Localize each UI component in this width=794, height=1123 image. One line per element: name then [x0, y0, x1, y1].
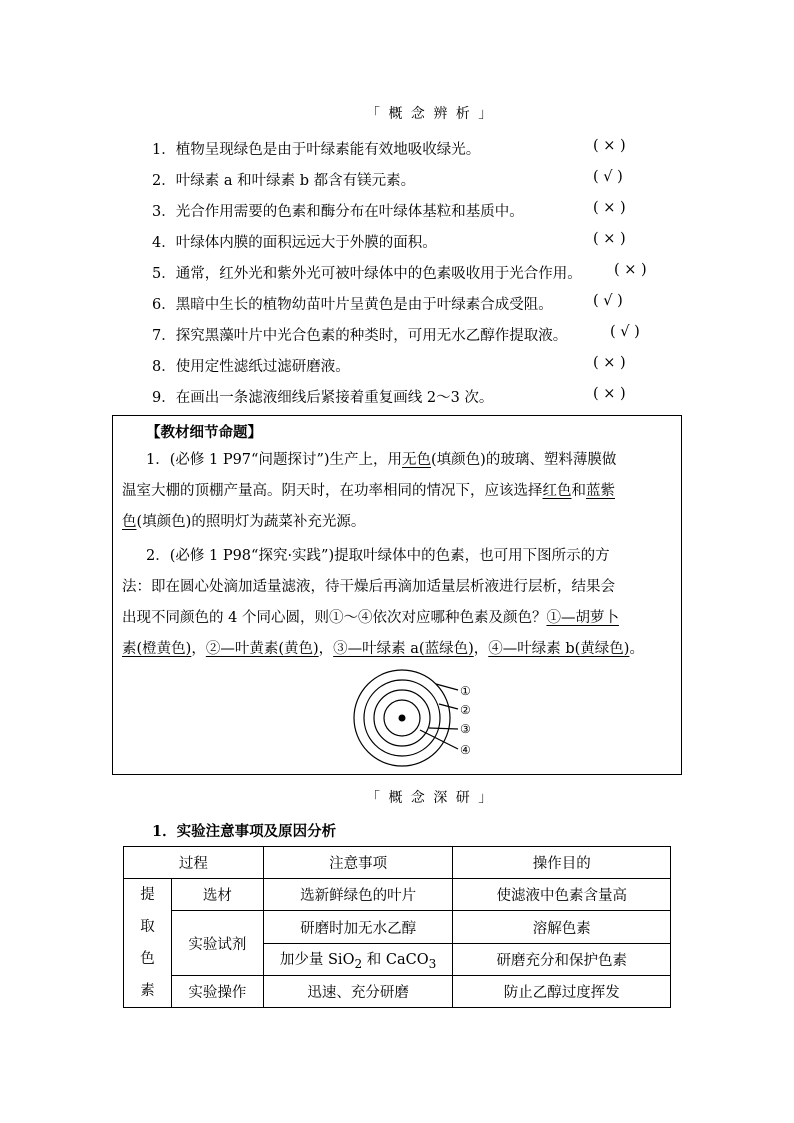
label-4: ④	[460, 743, 471, 757]
judgment-mark: ( × )	[614, 262, 647, 278]
section-heading-concept-study: 「 概 念 深 研 」	[366, 790, 495, 806]
judgment-mark: ( × )	[593, 200, 626, 216]
judgment-text: 在画出一条滤液细线后紧接着重复画线 2～3 次。	[175, 390, 494, 406]
cell-note: 选新鲜绿色的叶片	[263, 879, 453, 911]
judgment-number: 6．	[152, 297, 176, 313]
judgment-number: 4．	[152, 235, 176, 251]
q2-text: 出现不同颜色的 4 个同心圆，则①～④依次对应哪种色素及颜色？	[122, 610, 547, 626]
judgment-mark: ( √ )	[593, 293, 623, 309]
question-2	[122, 541, 674, 665]
cell-note: 迅速、充分研磨	[263, 976, 453, 1008]
q1-text: (填颜色)的照明灯为蔬菜补充光源。	[136, 514, 366, 530]
subheading-experiment-notes: 1．实验注意事项及原因分析	[152, 823, 337, 840]
judgment-number: 1．	[152, 142, 176, 158]
cell-step: 选材	[171, 879, 263, 911]
judgment-item	[152, 262, 582, 283]
q2-answer-2: ②—叶黄素(黄色)	[205, 641, 319, 657]
judgment-text: 黑暗中生长的植物幼苗叶片呈黄色是由于叶绿素合成受阻。	[175, 297, 553, 313]
judgment-text: 叶绿素 a 和叶绿素 b 都含有镁元素。	[175, 173, 416, 189]
concentric-circles-diagram	[350, 668, 490, 768]
judgment-item	[152, 386, 493, 407]
q1-text: 温室大棚的顶棚产量高。阴天时，在功率相同的情况下，应该选择	[122, 483, 543, 499]
judgment-item	[152, 200, 524, 221]
box-title: 【教材细节命题】	[146, 424, 262, 441]
q1-answer-2c: 色	[122, 514, 137, 530]
q2-separator: ，	[318, 641, 334, 657]
cell-note: 研磨时加无水乙醇	[263, 911, 453, 944]
judgment-text: 光合作用需要的色素和酶分布在叶绿体基粒和基质中。	[175, 204, 524, 220]
judgment-mark: ( √ )	[593, 169, 623, 185]
judgment-number: 9．	[152, 390, 176, 406]
group-char: 色	[140, 951, 155, 967]
table-header-row	[124, 847, 671, 879]
table-row	[124, 911, 671, 944]
q1-text: 1．(必修 1 P97“问题探讨”)生产上，用	[146, 452, 403, 468]
leader-line-3	[429, 728, 458, 729]
judgment-item	[152, 231, 437, 252]
question-2-line4	[122, 634, 674, 665]
q2-answer-4: ④—叶绿素 b(黄绿色)	[488, 641, 630, 657]
header-process: 过程	[124, 847, 264, 879]
group-char: 提	[140, 887, 155, 903]
question-2-line2: 法：即在圆心处滴加适量滤液，待干燥后再滴加适量层析液进行层析，结果会	[122, 579, 615, 595]
judgment-item	[152, 355, 350, 376]
table-row	[124, 976, 671, 1008]
judgment-mark: ( × )	[593, 231, 626, 247]
cell-purpose: 防止乙醇过度挥发	[453, 976, 671, 1008]
table-row	[124, 879, 671, 911]
experiment-notes-table	[123, 846, 671, 1008]
judgment-number: 8．	[152, 359, 176, 375]
q1-text: 和	[571, 483, 586, 499]
judgment-item	[152, 293, 553, 314]
q2-answer-3: ③—叶绿素 a(蓝绿色)	[333, 641, 474, 657]
judgment-item	[152, 324, 567, 345]
judgment-mark: ( √ )	[610, 324, 640, 340]
judgment-text: 通常，红外光和紫外光可被叶绿体中的色素吸收用于光合作用。	[175, 266, 582, 282]
question-1-line1	[122, 445, 674, 476]
cell-purpose: 研磨充分和保护色素	[453, 944, 671, 976]
judgment-number: 5．	[152, 266, 176, 282]
cell-purpose: 使滤液中色素含量高	[453, 879, 671, 911]
q1-answer-2b: 蓝紫	[586, 483, 615, 499]
question-1	[122, 445, 674, 538]
q1-answer-2a: 红色	[542, 483, 572, 499]
judgment-mark: ( × )	[593, 386, 626, 402]
judgment-number: 2．	[152, 173, 176, 189]
question-2-line1: 2．(必修 1 P98“探究·实践”)提取叶绿体中的色素，也可用下图所示的方	[146, 548, 610, 564]
q1-text: (填颜色)的玻璃、塑料薄膜做	[431, 452, 617, 468]
q2-separator: ，	[473, 641, 489, 657]
subscript: 2	[354, 956, 363, 971]
note-text: 和 CaCO	[362, 952, 429, 969]
note-text: 加少量 SiO	[279, 952, 355, 969]
judgment-text: 使用定性滤纸过滤研磨液。	[175, 359, 350, 375]
q1-answer-1: 无色	[402, 452, 432, 468]
header-notes: 注意事项	[263, 847, 453, 879]
judgment-text: 植物呈现绿色是由于叶绿素能有效地吸收绿光。	[175, 142, 481, 158]
judgment-number: 7．	[152, 328, 176, 344]
judgment-mark: ( × )	[593, 138, 626, 154]
center-dot	[399, 715, 406, 722]
header-purpose: 操作目的	[453, 847, 671, 879]
q2-separator: ，	[191, 641, 206, 657]
question-1-line2	[122, 476, 674, 507]
cell-step: 实验试剂	[171, 911, 263, 976]
label-1: ①	[460, 684, 471, 698]
leader-line-4	[420, 730, 458, 749]
group-char: 素	[140, 983, 155, 999]
label-3: ③	[460, 722, 471, 736]
q2-answer-1: ①—胡萝卜	[546, 610, 619, 626]
judgment-item	[152, 138, 480, 159]
q2-answer-1b: 素(橙黄色)	[122, 641, 192, 657]
question-1-line3	[122, 507, 674, 538]
judgment-mark: ( × )	[593, 355, 626, 371]
cell-purpose: 溶解色素	[453, 911, 671, 944]
judgment-item	[152, 169, 415, 190]
subscript: 3	[428, 956, 437, 971]
label-2: ②	[460, 703, 471, 717]
group-char: 取	[140, 919, 155, 935]
judgment-text: 叶绿体内膜的面积远远大于外膜的面积。	[175, 235, 437, 251]
cell-step: 实验操作	[171, 976, 263, 1008]
cell-note	[263, 944, 453, 976]
question-2-line3	[122, 603, 674, 634]
judgment-number: 3．	[152, 204, 176, 220]
section-heading-concept-analysis: 「 概 念 辨 析 」	[366, 106, 495, 122]
group-label-extract-pigment	[124, 879, 172, 1008]
judgment-text: 探究黑藻叶片中光合色素的种类时，可用无水乙醇作提取液。	[175, 328, 568, 344]
q2-end: 。	[629, 641, 644, 657]
